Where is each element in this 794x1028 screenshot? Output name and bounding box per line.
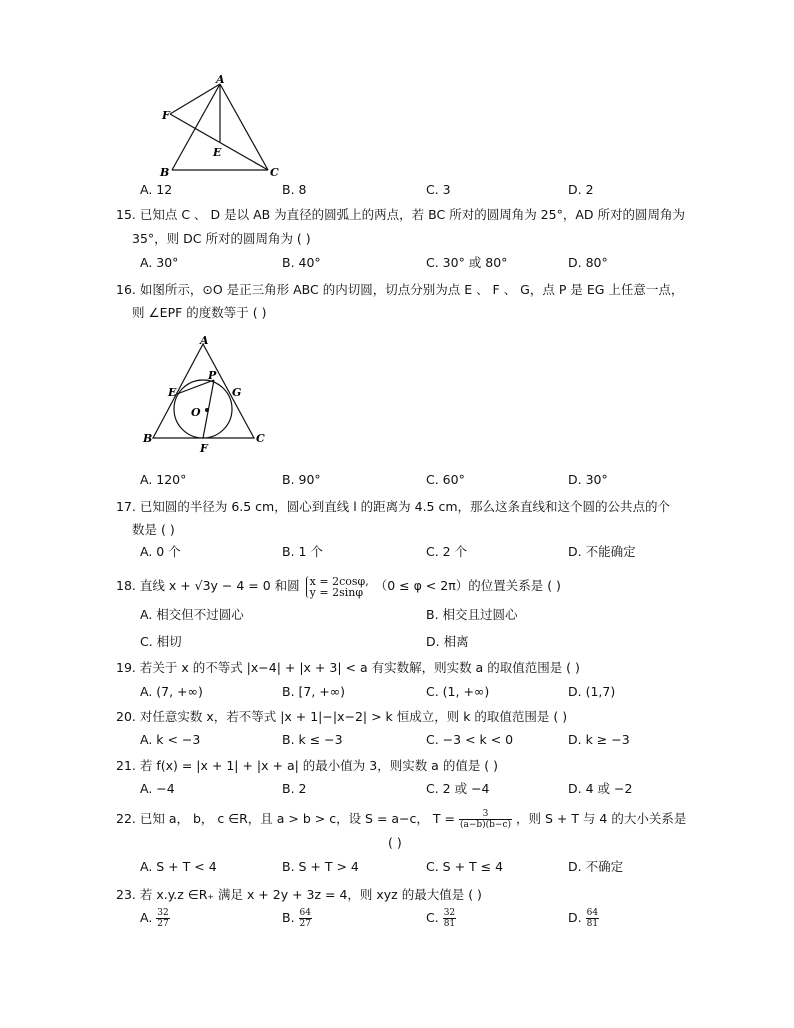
fig16-label-p: P xyxy=(208,369,217,382)
q21-option-c[interactable]: C. 2 或 −4 xyxy=(426,781,490,796)
q22-option-c[interactable]: C. S + T ≤ 4 xyxy=(426,859,504,874)
q15-option-d[interactable]: D. 80° xyxy=(568,255,608,270)
q18-option-d[interactable]: D. 相离 xyxy=(426,634,469,649)
fig16-label-e: E xyxy=(168,386,177,399)
fig16-label-b: B xyxy=(143,432,153,445)
q22-text xyxy=(116,808,686,830)
q19-text-line1: 19. 若关于 x 的不等式 |x−4| + |x + 3| < a 有实数解，则实数 a 的取值范围是 ( ) xyxy=(116,660,580,675)
q23-option-d-den: 81 xyxy=(586,919,599,929)
q19-option-d[interactable]: D. (1,7) xyxy=(568,684,616,699)
q23-option-a-num: 32 xyxy=(157,908,169,918)
q23-option-b-den: 27 xyxy=(299,919,311,929)
q16-option-c[interactable]: C. 60° xyxy=(426,472,465,487)
q17-option-c[interactable]: C. 2 个 xyxy=(426,544,468,559)
q16-option-a[interactable]: A. 120° xyxy=(140,472,187,487)
q22-fraction xyxy=(459,809,512,830)
q21-option-a[interactable]: A. −4 xyxy=(140,781,175,796)
fig16-label-c: C xyxy=(256,432,265,445)
q23-option-d-label: D. xyxy=(568,910,582,925)
q22-fraction-denominator: (a−b)(b−c) xyxy=(459,820,512,830)
q16-text-line1: 16. 如图所示，⊙O 是正三角形 ABC 的内切圆，切点分别为点 E 、 F 、 G，点 P 是 EG 上任意一点， xyxy=(116,282,684,297)
q14-option-b[interactable]: B. 8 xyxy=(282,182,307,197)
q21-option-d[interactable]: D. 4 或 −2 xyxy=(568,781,633,796)
fig16-label-o: O xyxy=(191,406,201,419)
q22-fraction-numerator: 3 xyxy=(459,809,512,820)
q22-option-a[interactable]: A. S + T < 4 xyxy=(140,859,217,874)
q16-option-d[interactable]: D. 30° xyxy=(568,472,608,487)
q23-option-d-fraction xyxy=(586,908,599,929)
q18-sys-line2: y = 2sinφ xyxy=(309,585,364,599)
q23-text-line1: 23. 若 x.y.z ∈R₊ 满足 x + 2y + 3z = 4，则 xyz 的最大值是 ( ) xyxy=(116,887,482,902)
q17-option-d[interactable]: D. 不能确定 xyxy=(568,544,636,559)
q22-text-line2: ( ) xyxy=(388,835,402,850)
q18-sys-line1: x = 2cosφ, xyxy=(309,574,369,588)
fig14-label-b: B xyxy=(160,166,170,179)
q17-text-line2: 数是 ( ) xyxy=(132,522,175,537)
q19-option-b[interactable]: B. [7, +∞) xyxy=(282,684,346,699)
fig14-label-f: F xyxy=(162,109,170,122)
fig14-label-c: C xyxy=(270,166,279,179)
q15-text-line1: 15. 已知点 C 、 D 是以 AB 为直径的圆弧上的两点，若 BC 所对的圆周角为 25°，AD 所对的圆周角为 xyxy=(116,207,685,222)
q18-text-post: （0 ≤ φ < 2π）的位置关系是 ( ) xyxy=(374,578,561,593)
q23-option-c-num: 32 xyxy=(443,908,456,918)
q18-option-c[interactable]: C. 相切 xyxy=(140,634,182,649)
q22-text-pre: 22. 已知 a， b， c ∈R，且 a > b > c，设 S = a−c， T = xyxy=(116,811,455,826)
q15-option-c[interactable]: C. 30° 或 80° xyxy=(426,255,508,270)
q20-option-b[interactable]: B. k ≤ −3 xyxy=(282,732,343,747)
q14-option-c[interactable]: C. 3 xyxy=(426,182,451,197)
q16-option-b[interactable]: B. 90° xyxy=(282,472,321,487)
q23-option-a-den: 27 xyxy=(157,919,169,929)
q17-text-line1: 17. 已知圆的半径为 6.5 cm，圆心到直线 l 的距离为 4.5 cm，那么这条直线和这个圆的公共点的个 xyxy=(116,499,671,514)
q23-option-d-num: 64 xyxy=(586,908,599,918)
q23-option-a[interactable] xyxy=(140,908,170,929)
q23-option-c-label: C. xyxy=(426,910,439,925)
q21-text-line1: 21. 若 f(x) = |x + 1| + |x + a| 的最小值为 3，则实数 a 的值是 ( ) xyxy=(116,758,499,773)
q23-option-b-num: 64 xyxy=(299,908,311,918)
q23-option-a-fraction xyxy=(156,908,169,929)
q23-option-a-label: A. xyxy=(140,910,153,925)
q22-text-post: ，则 S + T 与 4 的大小关系是 xyxy=(516,811,687,826)
q18-text-pre: 18. 直线 x + √3y − 4 = 0 和圆 xyxy=(116,578,300,593)
q15-option-b[interactable]: B. 40° xyxy=(282,255,321,270)
q20-text-line1: 20. 对任意实数 x，若不等式 |x + 1|−|x−2| > k 恒成立，则 k 的取值范围是 ( ) xyxy=(116,709,568,724)
triangle-figure-q14 xyxy=(150,72,290,182)
fig16-label-g: G xyxy=(232,386,242,399)
q18-option-b[interactable]: B. 相交且过圆心 xyxy=(426,607,518,622)
q23-option-c-den: 81 xyxy=(443,919,456,929)
q23-option-b-fraction xyxy=(299,908,312,929)
fig14-label-e: E xyxy=(213,146,222,159)
q17-option-a[interactable]: A. 0 个 xyxy=(140,544,181,559)
q22-option-d[interactable]: D. 不确定 xyxy=(568,859,624,874)
fig16-label-a: A xyxy=(200,334,209,347)
q14-option-a[interactable]: A. 12 xyxy=(140,182,173,197)
q20-option-d[interactable]: D. k ≥ −3 xyxy=(568,732,630,747)
q23-option-b-label: B. xyxy=(282,910,295,925)
q20-option-c[interactable]: C. −3 < k < 0 xyxy=(426,732,514,747)
q23-option-b[interactable] xyxy=(282,908,312,929)
q18-option-a[interactable]: A. 相交但不过圆心 xyxy=(140,607,244,622)
q20-option-a[interactable]: A. k < −3 xyxy=(140,732,201,747)
q17-option-b[interactable]: B. 1 个 xyxy=(282,544,323,559)
q15-option-a[interactable]: A. 30° xyxy=(140,255,179,270)
q22-option-b[interactable]: B. S + T > 4 xyxy=(282,859,359,874)
fig14-label-a: A xyxy=(216,73,225,86)
q18-equation-system xyxy=(306,576,369,598)
fig16-label-f: F xyxy=(200,442,208,455)
q19-option-a[interactable]: A. (7, +∞) xyxy=(140,684,203,699)
q18-text xyxy=(116,573,561,599)
q23-option-c[interactable] xyxy=(426,908,456,929)
q14-option-d[interactable]: D. 2 xyxy=(568,182,594,197)
q23-option-c-fraction xyxy=(443,908,456,929)
q21-option-b[interactable]: B. 2 xyxy=(282,781,307,796)
q19-option-c[interactable]: C. (1, +∞) xyxy=(426,684,490,699)
incircle-figure-q16 xyxy=(140,334,270,456)
q15-text-line2: 35°，则 DC 所对的圆周角为 ( ) xyxy=(132,231,311,246)
q16-text-line2: 则 ∠EPF 的度数等于 ( ) xyxy=(132,305,267,320)
q23-option-d[interactable] xyxy=(568,908,599,929)
